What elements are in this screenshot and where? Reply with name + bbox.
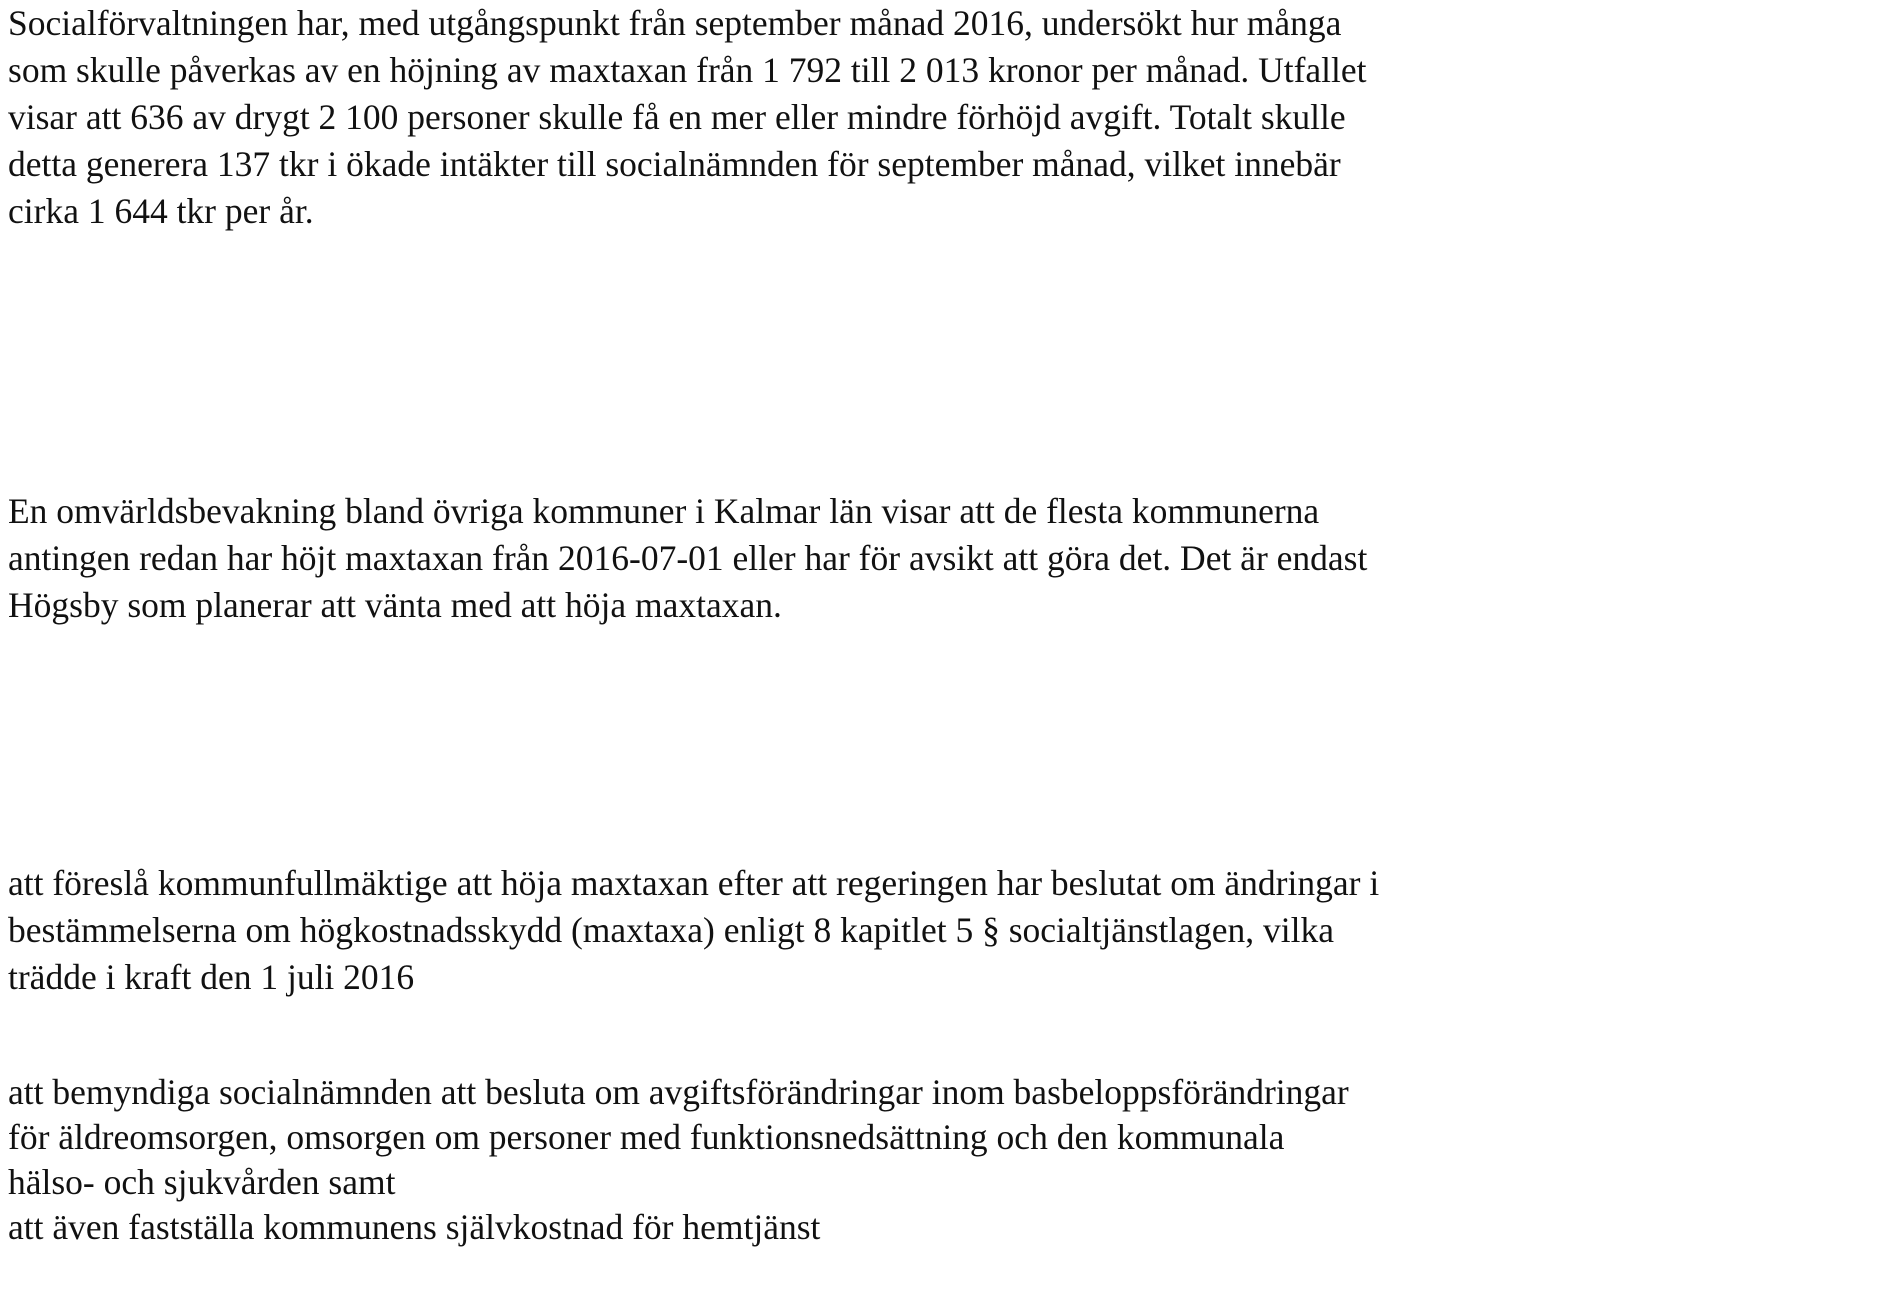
text-line: visar att 636 av drygt 2 100 personer skulle få en mer eller mindre förhöjd avgift. Totalt skulle [8, 97, 1346, 137]
text-line: bestämmelserna om högkostnadsskydd (maxtaxa) enligt 8 kapitlet 5 § socialtjänstlagen, vilka [8, 910, 1335, 950]
text-line: cirka 1 644 tkr per år. [8, 191, 314, 231]
text-line: antingen redan har höjt maxtaxan från 2016-07-01 eller har för avsikt att göra det. Det är endast [8, 538, 1368, 578]
text-line: som skulle påverkas av en höjning av maxtaxan från 1 792 till 2 013 kronor per månad. Utfallet [8, 50, 1367, 90]
text-line: för äldreomsorgen, omsorgen om personer med funktionsnedsättning och den kommunala [8, 1117, 1285, 1157]
text-line: att även fastställa kommunens självkostnad för hemtjänst [8, 1207, 821, 1247]
text-line: Socialförvaltningen har, med utgångspunkt från september månad 2016, undersökt hur många [8, 3, 1342, 43]
text-line: trädde i kraft den 1 juli 2016 [8, 957, 415, 997]
paragraph-proposal-1 [8, 860, 1379, 1001]
paragraph-proposal-2 [8, 1070, 1349, 1250]
text-line: att bemyndiga socialnämnden att besluta om avgiftsförändringar inom basbeloppsförändringar [8, 1072, 1349, 1112]
text-line: att föreslå kommunfullmäktige att höja maxtaxan efter att regeringen har beslutat om ändringar i [8, 863, 1380, 903]
paragraph-cost-analysis [8, 0, 1367, 235]
text-line: hälso- och sjukvården samt [8, 1162, 396, 1202]
text-line: Högsby som planerar att vänta med att höja maxtaxan. [8, 585, 782, 625]
text-line: En omvärldsbevakning bland övriga kommuner i Kalmar län visar att de flesta kommunerna [8, 491, 1320, 531]
paragraph-regional-survey [8, 488, 1367, 629]
text-line: detta generera 137 tkr i ökade intäkter till socialnämnden för september månad, vilket innebär [8, 144, 1341, 184]
